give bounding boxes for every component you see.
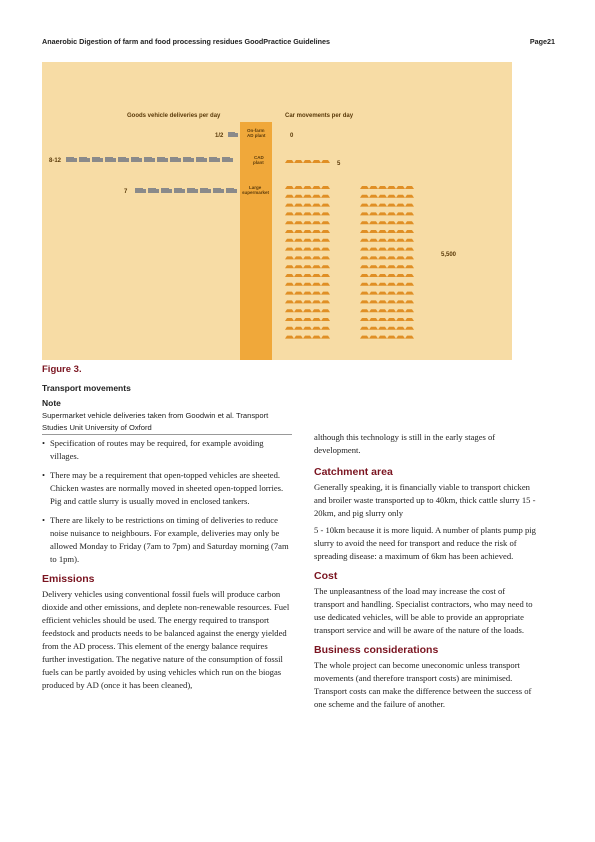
row3-car-icons (285, 186, 414, 339)
list-item-text: Specification of routes may be required, for example avoiding villages. (50, 438, 264, 461)
emissions-heading: Emissions (42, 573, 95, 585)
list-item (42, 437, 292, 463)
figure-number: Figure 3. (42, 364, 82, 375)
catchment-heading: Catchment area (314, 466, 393, 478)
figure-title: Transport movements (42, 383, 131, 393)
cars-heading: Car movements per day (285, 113, 354, 119)
bullet-icon: • (42, 438, 46, 448)
cost-text: The unpleasantness of the load may increase the cost of transport and handling. Specialist contractors, who may need to use dedicated vehicles, will be able to provide an appropriate transport service and will be aware of the nature of the loads. (314, 586, 533, 635)
business-text: The whole project can become uneconomic unless transport movements (and therefore transport costs) are minimised. Transport costs can make the difference between the success of one scheme and the failure of another. (314, 660, 532, 709)
page-number: Page21 (529, 37, 555, 46)
row3-cars: 5,500 (441, 252, 457, 258)
bullet-icon: • (42, 515, 46, 525)
row2-cars: 5 (337, 161, 341, 167)
row1-truck-icon (228, 132, 238, 137)
row2-truck-icons (66, 157, 233, 162)
list-item-text: There may be a requirement that open-topped vehicles are sheeted. Chicken wastes are normally moved in sheeted open-topped lorries. Pig and cattle slurry is usually moved in enclosed tankers. (50, 470, 284, 506)
cost-heading: Cost (314, 570, 338, 582)
row1-cars: 0 (290, 133, 294, 139)
catchment-text-1: Generally speaking, it is financially viable to transport chicken and broiler waste transported up to 40km, thick cattle slurry 15 - 20km, and pig slurry only (314, 482, 536, 518)
list-item (42, 469, 292, 508)
bullet-icon: • (42, 470, 46, 480)
row3-deliveries: 7 (124, 189, 128, 195)
emissions-text: Delivery vehicles using conventional fossil fuels will produce carbon dioxide and other emissions, and deplete non-renewable resources. Fuel efficient vehicles should be used. The energy required to transport feedstock and products needs to be balanced against the energy yielded from the AD process. This element of the energy balance requires further investigation. The negative nature of the consumption of fossil fuels can be partly avoided by using vehicles which run on the biogas produced by AD (once it has been cleaned), (42, 589, 290, 690)
list-item (42, 514, 292, 566)
row1-deliveries: 1/2 (215, 133, 224, 139)
goods-heading: Goods vehicle deliveries per day (127, 113, 221, 119)
document-title: Anaerobic Digestion of farm and food processing residues GoodPractice Guidelines (42, 37, 330, 46)
row2-plant-label: CAD plant (253, 155, 264, 165)
figure-caption (42, 364, 292, 433)
catchment-text-2: 5 - 10km because it is more liquid. A number of plants pump pig slurry to avoid the need for transport and reduce the risk of spreading disease: a maximum of 6km has been achieved. (314, 525, 536, 561)
row3-truck-icons (135, 188, 237, 193)
row3-plant-label: Large supermarket (242, 185, 270, 195)
caption-divider (42, 434, 292, 435)
transport-figure (42, 62, 512, 360)
row2-deliveries: 8-12 (49, 158, 62, 164)
row2-car-icons (285, 160, 330, 163)
business-heading: Business considerations (314, 644, 439, 656)
page-header (42, 37, 555, 49)
note-text: Supermarket vehicle deliveries taken from Goodwin et al. Transport Studies Unit University of Oxford (42, 411, 269, 432)
note-label: Note (42, 398, 61, 408)
left-column (42, 437, 292, 696)
continuation-text: although this technology is still in the early stages of development. (314, 432, 496, 455)
row1-plant-label: On-farm AD plant (247, 128, 266, 138)
requirements-list (42, 437, 292, 566)
transport-infographic (42, 62, 512, 360)
list-item-text: There are likely to be restrictions on timing of deliveries to reduce noise nuisance to neighbours. For example, deliveries may only be allowed Monday to Friday (7am to 7pm) and Saturday morning (7am to 1pm). (50, 515, 289, 564)
right-column (314, 431, 536, 715)
